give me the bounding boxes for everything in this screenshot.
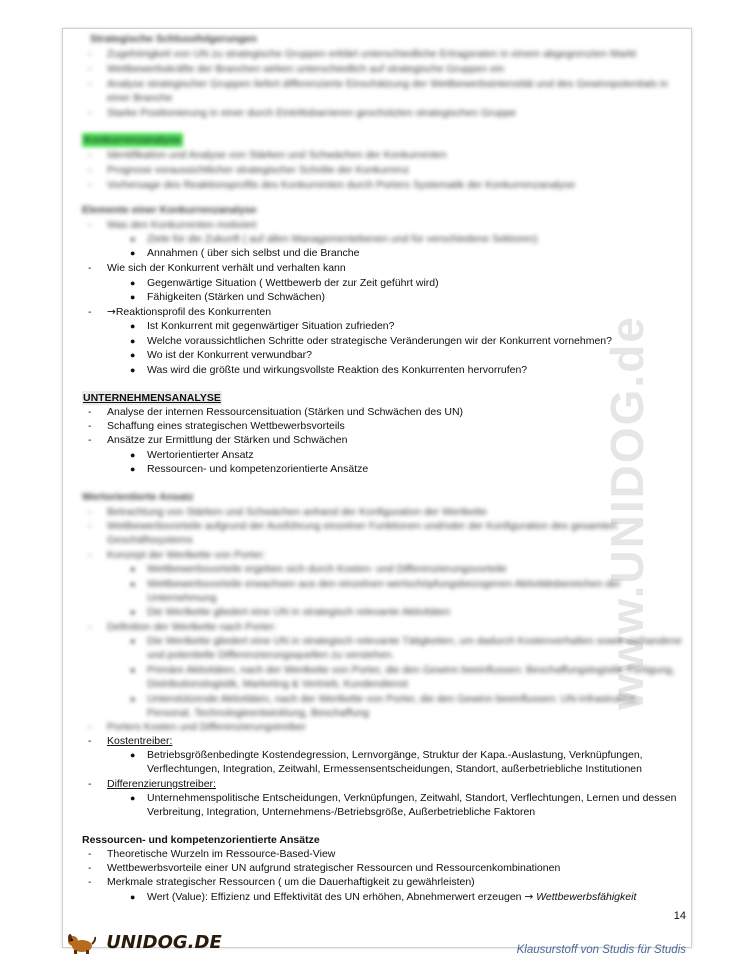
ressourcen-line-1: Theoretische Wurzeln im Ressource-Based-View: [107, 848, 336, 860]
ressourcen-heading: Ressourcen- und kompetenzorientierte Ansätze: [82, 834, 320, 846]
blurred-text: Die Wertkette gliedert eine UN in strategisch relevante Aktivitäten: [147, 606, 451, 618]
dash: -: [88, 420, 92, 432]
question-2: Welche voraussichtlichen Schritte oder strategische Veränderungen wir der Konkurrent vornehmen?: [147, 335, 612, 347]
unternehmen-line-2: Schaffung eines strategischen Wettbewerbsvorteils: [107, 420, 345, 432]
differenzierungstreiber-text-2: Verbreitung, Integration, Unternehmens-/Betriebsgröße, Außerbetriebliche Faktoren: [147, 806, 536, 818]
unternehmensanalyse-heading: UNTERNEHMENSANALYSE: [83, 392, 221, 404]
blurred-text: Wettbewerbskräfte der Branchen wirken unterschiedlich auf strategische Gruppen ein: [107, 63, 505, 75]
bullet: ●: [130, 450, 136, 460]
dash: -: [88, 506, 92, 518]
bullet: ●: [130, 350, 136, 360]
bullet: ●: [130, 321, 136, 331]
unternehmen-line-1: Analyse der internen Ressourcensituation (Stärken und Schwächen des UN): [107, 406, 464, 418]
bullet: ●: [130, 292, 136, 302]
dash: -: [88, 149, 92, 161]
dash: -: [88, 63, 92, 75]
faehigkeiten-text: Fähigkeiten (Stärken und Schwächen): [147, 291, 326, 303]
blurred-text: Porters Kosten und Differenzierungstreiber: [107, 721, 306, 733]
reaktion-line: [107, 305, 271, 319]
unternehmen-line-3: Ansätze zur Ermittlung der Stärken und Schwächen: [107, 434, 348, 446]
blurred-text: Distributionslogistik, Marketing & Vertrieb, Kundendienst: [147, 678, 408, 690]
blurred-text: Primäre Aktivitäten, nach der Wertkette von Porter, die den Gewinn beeinflussen: Beschaffungslogistik, Fertigung,: [147, 664, 675, 676]
dash: -: [88, 164, 92, 176]
wettbewerbsfaehigkeit-text: Wettbewerbsfähigkeit: [536, 891, 637, 903]
logo-text: UNIDOG.DE: [106, 932, 222, 953]
blurred-text: Starke Positionierung in einer durch Eintrittsbarrieren geschützten strategischen Gruppe: [107, 107, 517, 119]
dash: -: [88, 862, 92, 874]
bullet: ●: [130, 892, 136, 902]
dash: -: [88, 262, 92, 274]
dash: -: [88, 107, 92, 119]
blurred-text: Wettbewerbsvorteile erwachsen aus den einzelnen wertschöpfungsbezogenen Aktivitätsbereichen der: [147, 578, 621, 590]
footer-tagline: Klausurstoff von Studis für Studis: [516, 944, 686, 956]
question-3: Wo ist der Konkurrent verwundbar?: [147, 349, 312, 361]
bullet: ●: [130, 793, 136, 803]
blurred-heading: Strategische Schlussfolgerungen: [90, 33, 257, 45]
blurred-text: Ziele für die Zukunft ( auf allen Managementebenen und für verschiedene Sektoren): [147, 233, 538, 245]
question-4: Was wird die größte und wirkungsvollste Reaktion des Konkurrenten hervorrufen?: [147, 364, 528, 376]
blurred-text: Konzept der Wertkette von Porter:: [107, 549, 266, 561]
dash: -: [88, 549, 92, 561]
blurred-text: Analyse strategischer Gruppen liefert differenzierte Einschätzung der Wettbewerbsintensität und des Gewinnpotentials in: [107, 78, 669, 90]
dash: -: [88, 306, 92, 318]
bullet: ●: [130, 694, 136, 704]
annahmen-text: Annahmen ( über sich selbst und die Branche: [147, 247, 360, 259]
unternehmen-bullet-2: Ressourcen- und kompetenzorientierte Ansätze: [147, 463, 369, 475]
ressourcen-bullet-1: [147, 890, 636, 904]
blurred-text: Betrachtung von Stärken und Schwächen anhand der Konfiguration der Wertkette: [107, 506, 487, 518]
dash: -: [88, 48, 92, 60]
bullet: ●: [130, 365, 136, 375]
bullet: ●: [130, 750, 136, 760]
bullet: ●: [130, 564, 136, 574]
dash: -: [88, 78, 92, 90]
blurred-text: Wettbewerbsvorteile aufgrund der Ausführung einzelner Funktionen und/oder der Konfiguration des gesamten: [107, 520, 617, 532]
kostentreiber-label: Kostentreiber:: [107, 735, 173, 747]
blurred-text: Unterstützende Aktivitäten, nach der Wertkette von Porter, die den Gewinn beeinflussen: UN-Infrastruktur,: [147, 693, 638, 705]
bullet: ●: [130, 665, 136, 675]
ressourcen-line-3: Merkmale strategischer Ressourcen ( um die Dauerhaftigkeit zu gewährleisten): [107, 876, 475, 888]
bullet: ●: [130, 464, 136, 474]
dash: -: [88, 621, 92, 633]
watermark: www.UNIDOG.de: [601, 315, 653, 710]
dash: -: [88, 434, 92, 446]
unternehmen-bullet-1: Wertorientierter Ansatz: [147, 449, 254, 461]
bullet: ●: [130, 278, 136, 288]
blurred-text: Prognose voraussichtlicher strategischer Schritte der Konkurrenz: [107, 164, 410, 176]
bullet: ●: [130, 336, 136, 346]
footer-logo: [66, 932, 222, 954]
dash: -: [88, 406, 92, 418]
blurred-text: Identifikation und Analyse von Stärken und Schwächen der Konkurrenten: [107, 149, 447, 161]
verhalt-text: Wie sich der Konkurrent verhält und verhalten kann: [107, 262, 346, 274]
bullet: ●: [130, 579, 136, 589]
blurred-text: Vorhersage des Reaktionsprofils des Konkurrenten durch Porters Systematik der Konkurrenzanalyse: [107, 179, 576, 191]
blurred-text: Unternehmung: [147, 592, 217, 604]
bullet: ●: [130, 636, 136, 646]
blurred-text: Definition der Wertkette nach Porter:: [107, 621, 277, 633]
ressourcen-line-2: Wettbewerbsvorteile einer UN aufgrund strategischer Ressourcen und Ressourcenkombinationen: [107, 862, 561, 874]
dash: -: [88, 721, 92, 733]
dash: -: [88, 876, 92, 888]
question-1: Ist Konkurrent mit gegenwärtiger Situation zufrieden?: [147, 320, 395, 332]
blurred-text: Geschäftssystems: [107, 534, 193, 546]
arrow-right-icon: →: [107, 306, 116, 318]
wert-text: Wert (Value): Effizienz und Effektivität des UN erhöhen, Abnehmerwert erzeugen: [147, 891, 522, 903]
bullet: ●: [130, 248, 136, 258]
differenzierungstreiber-text-1: Unternehmenspolitische Entscheidungen, Verknüpfungen, Zeitwahl, Standort, Verflechtungen, Lernen und dessen: [147, 792, 677, 804]
dash: -: [88, 520, 92, 532]
blurred-heading: Wertorientierte Ansatz: [82, 491, 194, 503]
blurred-highlight-heading: Konkurrenzanalyse: [84, 134, 181, 146]
gegenwaertig-text: Gegenwärtige Situation ( Wettbewerb der zur Zeit geführt wird): [147, 277, 439, 289]
kostentreiber-text-2: Verflechtungen, Integration, Zeitwahl, Ermessensentscheidungen, Standort, außerbetriebliche Institutionen: [147, 763, 642, 775]
differenzierungstreiber-label: Differenzierungstreiber:: [107, 778, 216, 790]
page-number: 14: [673, 910, 686, 922]
reaktion-text: Reaktionsprofil des Konkurrenten: [115, 306, 272, 318]
blurred-text: Personal, Technologieentwicklung, Beschaffung: [147, 707, 370, 719]
blurred-text: Was den Konkurrenten motiviert: [107, 219, 257, 231]
arrow-right-icon: →: [524, 891, 534, 903]
dash: -: [88, 848, 92, 860]
bullet: ●: [130, 607, 136, 617]
blurred-text: und potentielle Differenzierungsquellen zu verstehen.: [147, 649, 395, 661]
dash: -: [88, 179, 92, 191]
bullet: ●: [130, 234, 136, 244]
blurred-text: Die Wertkette gliedert eine UN in strategisch relevante Tätigkeiten, um dadurch Kostenverhalten sowie vorhandene: [147, 635, 682, 647]
blurred-text: Wettbewerbsvorteile ergeben sich durch Kosten- und Differenzierungsvorteile: [147, 563, 507, 575]
blurred-heading: Elemente einer Konkurrenzanalyse: [82, 204, 257, 216]
blurred-text: Zugehörigkeit von UN zu strategische Gruppen erklärt unterschiedliche Ertragsraten in einem abgegrenzten Markt: [107, 48, 637, 60]
dash: -: [88, 735, 92, 747]
kostentreiber-text-1: Betriebsgrößenbedingte Kostendegression, Lernvorgänge, Struktur der Kapa.-Auslastung, Verknüpfungen,: [147, 749, 643, 761]
blurred-text: einer Branche: [107, 92, 173, 104]
dog-icon: [66, 932, 96, 954]
dash: -: [88, 778, 92, 790]
dash: -: [88, 219, 92, 231]
